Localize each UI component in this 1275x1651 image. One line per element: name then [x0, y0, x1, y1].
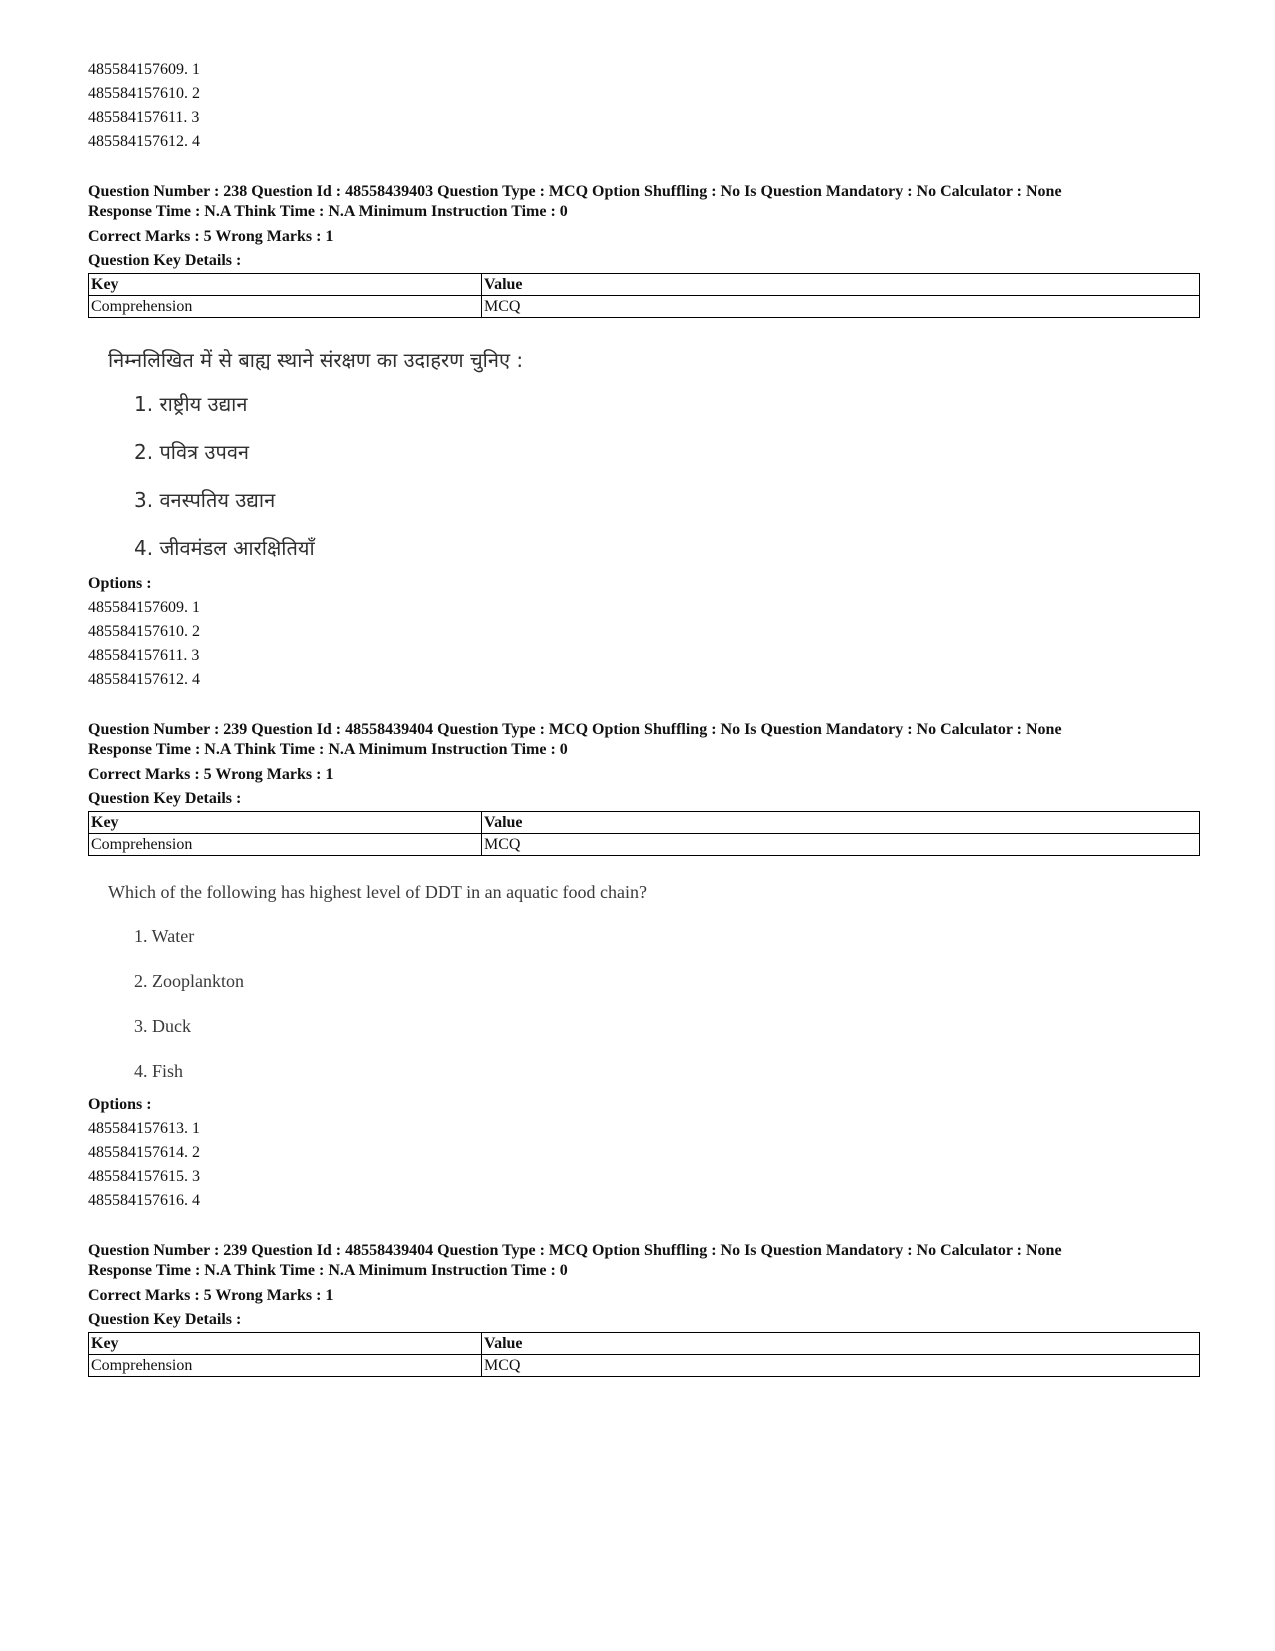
options-list: [88, 596, 1200, 692]
key-details-label: Question Key Details :: [88, 790, 242, 807]
question-option: 1. Water: [134, 926, 195, 946]
question-block-239: [88, 720, 1200, 1213]
key-details-table: [88, 1332, 1200, 1377]
question-block-238: [88, 182, 1200, 692]
option-line: 485584157613. 1: [88, 1120, 200, 1137]
option-line: 485584157610. 2: [88, 85, 200, 102]
option-line: 485584157611. 3: [88, 109, 200, 126]
table-header-key: Key: [89, 274, 482, 296]
question-option: 2. Zooplankton: [134, 971, 244, 991]
table-cell-value: MCQ: [482, 1355, 1200, 1377]
question-stem: Which of the following has highest level of DDT in an aquatic food chain?: [108, 882, 648, 902]
question-option: 2. पवित्र उपवन: [134, 440, 250, 464]
table-header-row: [89, 274, 1200, 296]
question-option: 4. Fish: [134, 1061, 184, 1081]
document-page: [88, 58, 1200, 1377]
table-cell-key: Comprehension: [89, 834, 482, 856]
options-label: Options :: [88, 1096, 152, 1113]
option-line: 485584157614. 2: [88, 1144, 200, 1161]
question-meta: Question Number : 239 Question Id : 48558439404 Question Type : MCQ Option Shuffling : No Is Question Mandatory : No Calculator : None: [88, 721, 1062, 738]
question-option: 4. जीवमंडल आरक्षितियाँ: [134, 536, 315, 560]
table-row: [89, 296, 1200, 318]
table-header-value: Value: [482, 1333, 1200, 1355]
question-marks: Correct Marks : 5 Wrong Marks : 1: [88, 766, 334, 783]
table-header-row: [89, 1333, 1200, 1355]
table-row: [89, 1355, 1200, 1377]
table-row: [89, 834, 1200, 856]
question-block-239-repeat: [88, 1241, 1200, 1377]
question-stem: निम्नलिखित में से बाह्य स्थाने संरक्षण का उदाहरण चुनिए :: [108, 348, 524, 372]
question-meta: Question Number : 238 Question Id : 48558439403 Question Type : MCQ Option Shuffling : No Is Question Mandatory : No Calculator : None: [88, 183, 1062, 200]
options-list: [88, 1117, 1200, 1213]
table-header-value: Value: [482, 274, 1200, 296]
table-header-key: Key: [89, 812, 482, 834]
question-timing: Response Time : N.A Think Time : N.A Minimum Instruction Time : 0: [88, 1262, 568, 1279]
question-timing: Response Time : N.A Think Time : N.A Minimum Instruction Time : 0: [88, 203, 568, 220]
key-details-label: Question Key Details :: [88, 1311, 242, 1328]
table-cell-value: MCQ: [482, 296, 1200, 318]
table-cell-key: Comprehension: [89, 296, 482, 318]
question-image-english: [108, 856, 1200, 1093]
option-line: 485584157615. 3: [88, 1168, 200, 1185]
key-details-table: [88, 273, 1200, 318]
question-option: 1. राष्ट्रीय उद्यान: [134, 392, 248, 416]
top-options-list: [88, 58, 1200, 154]
table-header-value: Value: [482, 812, 1200, 834]
table-cell-key: Comprehension: [89, 1355, 482, 1377]
question-option: 3. Duck: [134, 1016, 191, 1036]
key-details-table: [88, 811, 1200, 856]
option-line: 485584157610. 2: [88, 623, 200, 640]
key-details-label: Question Key Details :: [88, 252, 242, 269]
table-header-row: [89, 812, 1200, 834]
question-meta: Question Number : 239 Question Id : 48558439404 Question Type : MCQ Option Shuffling : No Is Question Mandatory : No Calculator : None: [88, 1242, 1062, 1259]
question-marks: Correct Marks : 5 Wrong Marks : 1: [88, 1287, 334, 1304]
option-line: 485584157616. 4: [88, 1192, 200, 1209]
question-image-hindi: [108, 318, 1200, 568]
option-line: 485584157611. 3: [88, 647, 200, 664]
options-label: Options :: [88, 575, 152, 592]
question-timing: Response Time : N.A Think Time : N.A Minimum Instruction Time : 0: [88, 741, 568, 758]
question-marks: Correct Marks : 5 Wrong Marks : 1: [88, 228, 334, 245]
table-cell-value: MCQ: [482, 834, 1200, 856]
option-line: 485584157609. 1: [88, 599, 200, 616]
table-header-key: Key: [89, 1333, 482, 1355]
option-line: 485584157609. 1: [88, 61, 200, 78]
option-line: 485584157612. 4: [88, 133, 200, 150]
option-line: 485584157612. 4: [88, 671, 200, 688]
question-option: 3. वनस्पतिय उद्यान: [134, 488, 276, 512]
